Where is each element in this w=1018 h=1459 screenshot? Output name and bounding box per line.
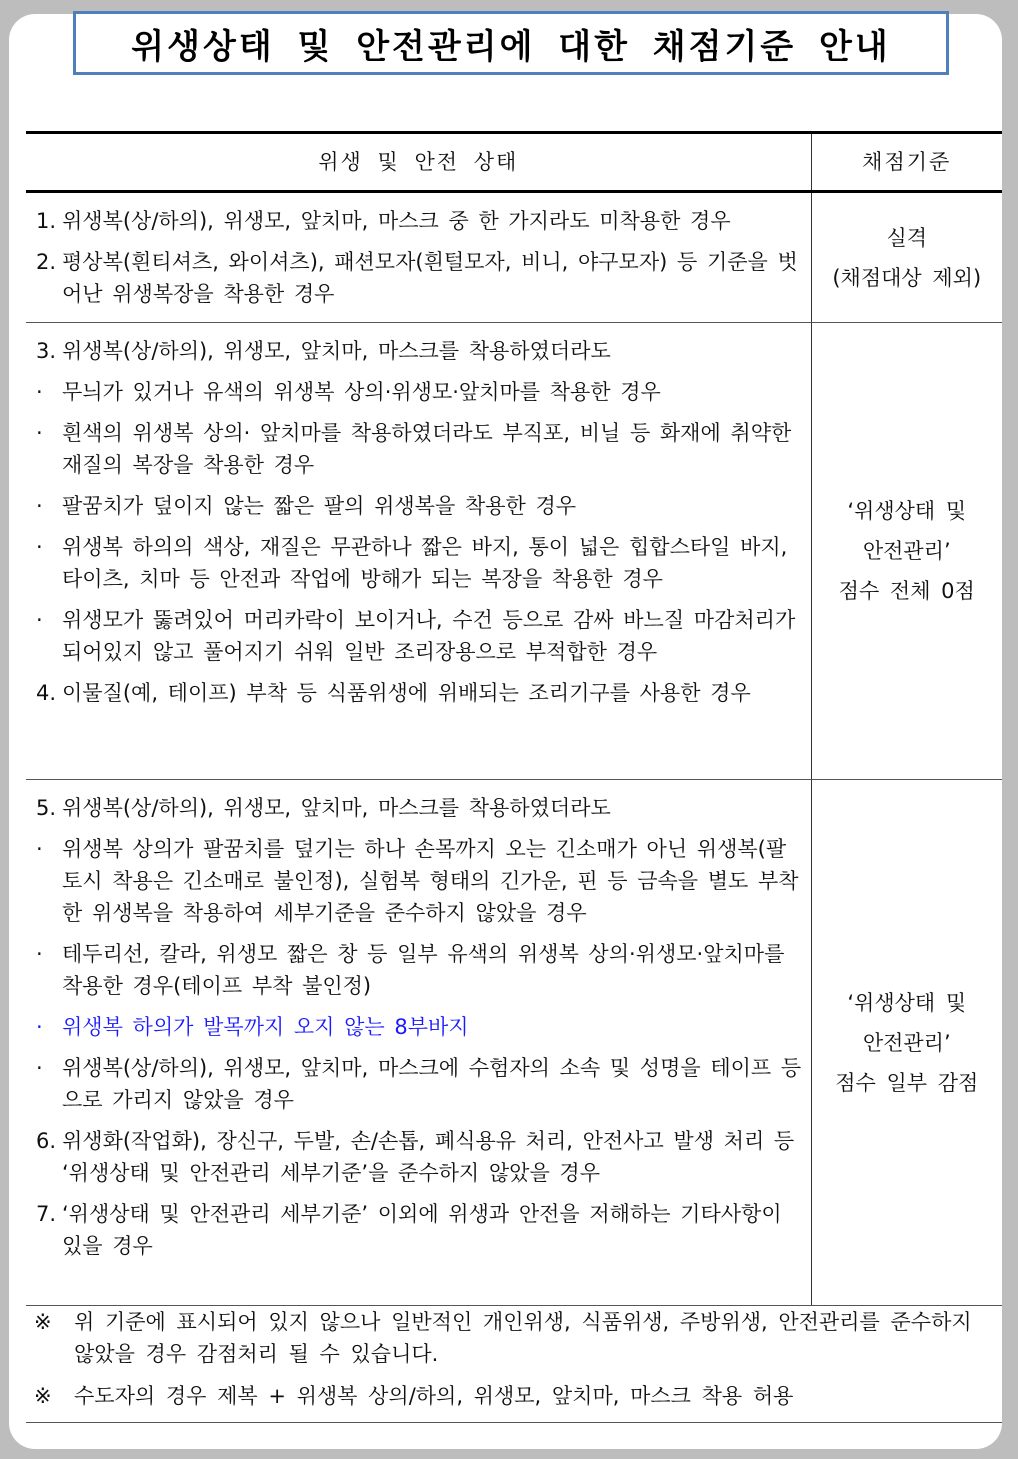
- note-item: ※ 위 기준에 표시되어 있지 않으나 일반적인 개인위생, 식품위생, 주방위생, 안전관리를 준수하지 않았을 경우 감점처리 될 수 있습니다.: [34, 1310, 972, 1366]
- list-item: 2. 평상복(흰티셔츠, 와이셔츠), 패션모자(흰털모자, 비니, 야구모자) 등 기준을 벗어난 위생복장을 착용한 경우: [36, 250, 798, 306]
- score-line: (채점대상 제외): [832, 265, 982, 290]
- group-description: [26, 192, 811, 323]
- group-description: [26, 780, 811, 1306]
- score-line: 안전관리’: [862, 539, 951, 563]
- notes-cell: [26, 1306, 1002, 1423]
- criteria-group-zero-score: [26, 323, 1002, 780]
- score-line: ‘위생상태 및: [847, 499, 967, 523]
- score-line: 점수 일부 감점: [835, 1070, 979, 1095]
- list-item: · 팔꿈치가 덮이지 않는 짧은 팔의 위생복을 착용한 경우: [36, 494, 577, 518]
- notes-row: [26, 1306, 1002, 1423]
- list-item: · 무늬가 있거나 유색의 위생복 상의·위생모·앞치마를 착용한 경우: [36, 380, 661, 404]
- score-line: 실격: [886, 225, 928, 250]
- group-score: [811, 323, 1002, 780]
- header-criteria: 채점기준: [811, 133, 1002, 192]
- list-item: · 테두리선, 칼라, 위생모 짧은 창 등 일부 유색의 위생복 상의·위생모·앞치마를 착용한 경우(테이프 부착 불인정): [36, 942, 785, 998]
- score-line: ‘위생상태 및: [847, 990, 967, 1015]
- criteria-group-partial-deduction: [26, 780, 1002, 1306]
- list-item: · 흰색의 위생복 상의· 앞치마를 착용하였더라도 부직포, 비닐 등 화재에 취약한 재질의 복장을 착용한 경우: [36, 421, 792, 477]
- group-score: [811, 192, 1002, 323]
- list-item: · 위생복 하의의 색상, 재질은 무관하나 짧은 바지, 통이 넓은 힙합스타일 바지, 타이츠, 치마 등 안전과 작업에 방해가 되는 복장을 착용한 경우: [36, 535, 788, 591]
- title-box: [73, 11, 949, 75]
- list-item: 3. 위생복(상/하의), 위생모, 앞치마, 마스크를 착용하였더라도: [36, 339, 611, 363]
- note-item: ※ 수도자의 경우 제복 + 위생복 상의/하의, 위생모, 앞치마, 마스크 착용 허용: [34, 1384, 794, 1408]
- document-page: [9, 14, 1002, 1449]
- list-item: · 위생모가 뚫려있어 머리카락이 보이거나, 수건 등으로 감싸 바느질 마감처리가 되어있지 않고 풀어지기 쉬워 일반 조리장용으로 부적합한 경우: [36, 608, 796, 664]
- group-score: [811, 780, 1002, 1306]
- list-item: · 위생복 상의가 팔꿈치를 덮기는 하나 손목까지 오는 긴소매가 아닌 위생복(팔토시 착용은 긴소매로 불인정), 실험복 형태의 긴가운, 핀 등 금속을 별도 부착한 위생복을 착용하여 세부기준을 준수하지 않았을 경우: [36, 837, 799, 925]
- list-item: 7. ‘위생상태 및 안전관리 세부기준’ 이외에 위생과 안전을 저해하는 기타사항이 있을 경우: [36, 1202, 782, 1258]
- group-description: [26, 323, 811, 780]
- list-item: · 위생복(상/하의), 위생모, 앞치마, 마스크에 수험자의 소속 및 성명을 테이프 등으로 가리지 않았을 경우: [36, 1056, 802, 1112]
- score-line: 안전관리’: [862, 1030, 951, 1055]
- list-item-highlighted: · 위생복 하의가 발목까지 오지 않는 8부바지: [36, 1015, 469, 1039]
- list-item: 6. 위생화(작업화), 장신구, 두발, 손/손톱, 폐식용유 처리, 안전사고 발생 처리 등 ‘위생상태 및 안전관리 세부기준’을 준수하지 않았을 경우: [36, 1129, 795, 1185]
- criteria-group-disqualify: [26, 192, 1002, 323]
- header-condition: 위생 및 안전 상태: [26, 133, 811, 192]
- page-title: 위생상태 및 안전관리에 대한 채점기준 안내: [131, 26, 891, 67]
- list-item: 5. 위생복(상/하의), 위생모, 앞치마, 마스크를 착용하였더라도: [36, 796, 611, 820]
- score-line: 점수 전체 0점: [838, 579, 975, 603]
- list-item: 1. 위생복(상/하의), 위생모, 앞치마, 마스크 중 한 가지라도 미착용한 경우: [36, 209, 731, 233]
- table-header-row: [26, 133, 1002, 192]
- list-item: 4. 이물질(예, 테이프) 부착 등 식품위생에 위배되는 조리기구를 사용한 경우: [36, 681, 751, 705]
- criteria-table: [26, 131, 1002, 1423]
